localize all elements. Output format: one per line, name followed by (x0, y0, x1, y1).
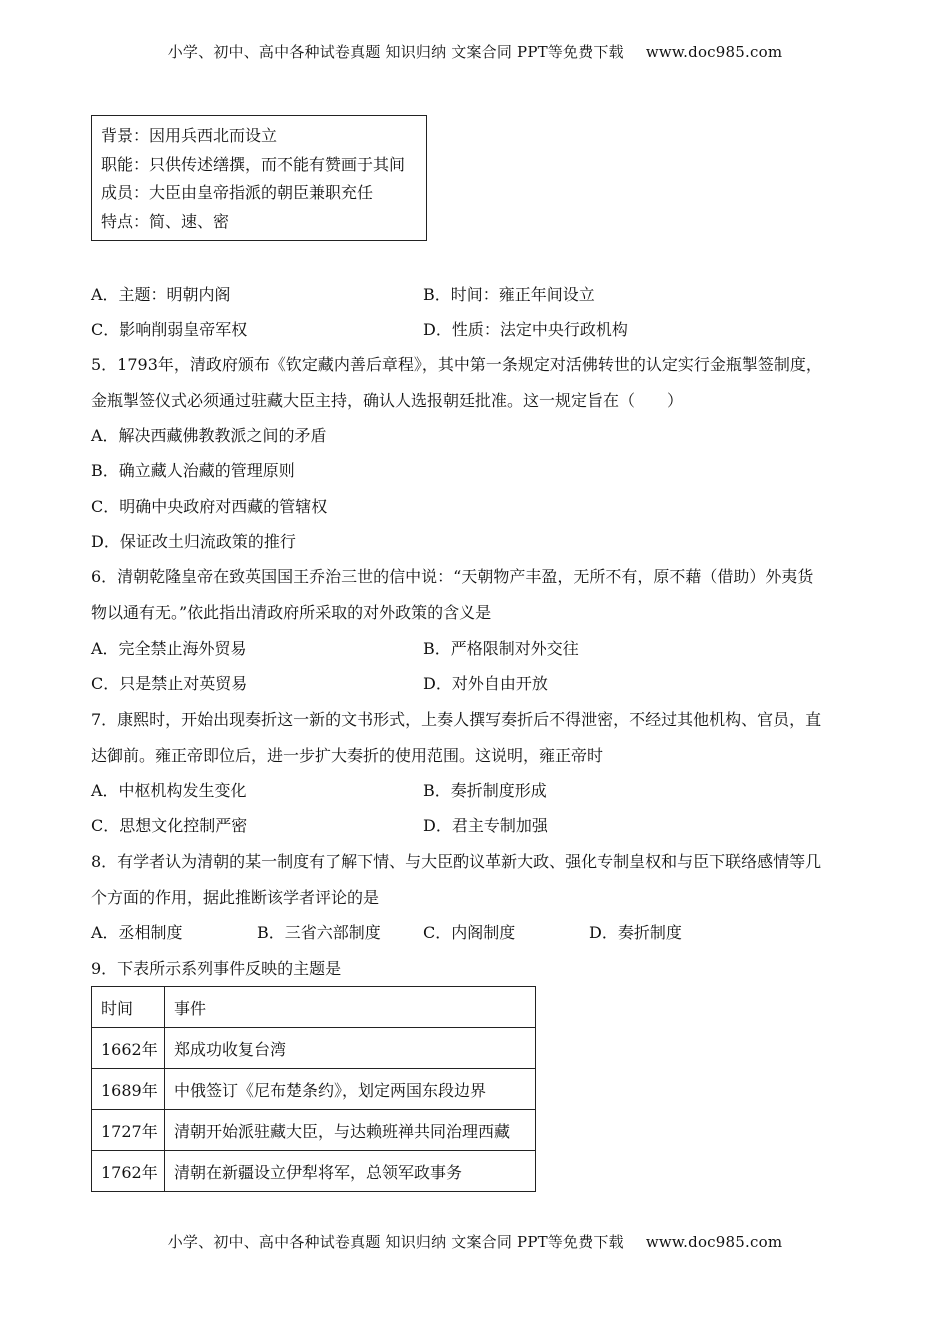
info-line-background: 背景：因用兵西北而设立 (101, 126, 278, 145)
q6-stem-line2: 物以通有无。”依此指出清政府所采取的对外政策的含义是 (91, 603, 492, 622)
q7-stem-line1: 7．康熙时，开始出现奏折这一新的文书形式，上奏人撰写奏折后不得泄密，不经过其他机构、官员，直 (91, 710, 822, 729)
q4-option-c: C．影响削弱皇帝军权 (91, 320, 248, 339)
table-cell-time: 1689年 (92, 1069, 165, 1110)
info-line-features: 特点：简、速、密 (101, 211, 230, 231)
q6-stem-line1: 6．清朝乾隆皇帝在致英国国王乔治三世的信中说：“天朝物产丰盈，无所不有，原不藉（借助）外夷货 (91, 567, 814, 586)
info-line-members: 成员：大臣由皇帝指派的朝臣兼职充任 (101, 183, 374, 202)
q4-option-d: D．性质：法定中央行政机构 (423, 320, 628, 339)
header-url[interactable]: www.doc985.com (645, 43, 783, 61)
q5-option-a: A．解决西藏佛教教派之间的矛盾 (91, 426, 327, 445)
table-cell-time: 1662年 (92, 1028, 165, 1069)
q5-stem-line2: 金瓶掣签仪式必须通过驻藏大臣主持，确认人选报朝廷批准。这一规定旨在（ ） (91, 391, 684, 410)
footer-url[interactable]: www.doc985.com (645, 1233, 783, 1251)
table-cell-event: 郑成功收复台湾 (165, 1028, 536, 1069)
table-row (92, 1028, 536, 1069)
page-header (0, 41, 950, 62)
q7-option-a: A．中枢机构发生变化 (91, 781, 247, 800)
info-box (91, 115, 427, 241)
table-row (92, 1069, 536, 1110)
q4-option-a: A．主题：明朝内阁 (91, 285, 231, 304)
info-line-function: 职能：只供传述缮撰，而不能有赞画于其间 (101, 154, 406, 174)
q7-stem-line2: 达御前。雍正帝即位后，进一步扩大奏折的使用范围。这说明，雍正帝时 (91, 746, 604, 765)
q6-option-b: B．严格限制对外交往 (423, 639, 579, 658)
table-cell-time: 1727年 (92, 1110, 165, 1151)
q8-option-c: C．内阁制度 (423, 923, 516, 942)
table-row (92, 1151, 536, 1192)
q8-option-b: B．三省六部制度 (257, 923, 381, 942)
table-header-event: 事件 (165, 987, 536, 1028)
events-table (91, 986, 536, 1192)
page-footer (0, 1231, 950, 1252)
table-cell-event: 清朝开始派驻藏大臣，与达赖班禅共同治理西藏 (165, 1110, 536, 1151)
q8-stem-line1: 8．有学者认为清朝的某一制度有了解下情、与大臣酌议革新大政、强化专制皇权和与臣下联络感情等几 (91, 852, 822, 871)
q6-option-d: D．对外自由开放 (423, 674, 548, 693)
q6-option-c: C．只是禁止对英贸易 (91, 674, 248, 693)
q5-stem-line1: 5．1793年，清政府颁布《钦定藏内善后章程》，其中第一条规定对活佛转世的认定实行金瓶掣签制度， (91, 355, 822, 374)
table-cell-time: 1762年 (92, 1151, 165, 1192)
table-cell-event: 中俄签订《尼布楚条约》，划定两国东段边界 (165, 1069, 536, 1110)
q7-option-c: C．思想文化控制严密 (91, 816, 248, 835)
q6-option-a: A．完全禁止海外贸易 (91, 639, 247, 658)
q5-option-b: B．确立藏人治藏的管理原则 (91, 461, 295, 480)
table-header-time: 时间 (92, 987, 165, 1028)
q4-option-b: B．时间：雍正年间设立 (423, 285, 595, 304)
q9-stem: 9．下表所示系列事件反映的主题是 (91, 959, 342, 978)
q8-option-a: A．丞相制度 (91, 923, 183, 942)
q8-option-d: D．奏折制度 (589, 923, 682, 942)
table-cell-event: 清朝在新疆设立伊犁将军，总领军政事务 (165, 1151, 536, 1192)
footer-text: 小学、初中、高中各种试卷真题 知识归纳 文案合同 PPT等免费下载 (167, 1233, 624, 1251)
q7-option-b: B．奏折制度形成 (423, 781, 547, 800)
header-text: 小学、初中、高中各种试卷真题 知识归纳 文案合同 PPT等免费下载 (167, 43, 624, 61)
table-row (92, 1110, 536, 1151)
q5-option-d: D．保证改土归流政策的推行 (91, 532, 296, 551)
q5-option-c: C．明确中央政府对西藏的管辖权 (91, 497, 328, 516)
table-header-row (92, 987, 536, 1028)
q7-option-d: D．君主专制加强 (423, 816, 548, 835)
q8-stem-line2: 个方面的作用，据此推断该学者评论的是 (91, 888, 380, 907)
